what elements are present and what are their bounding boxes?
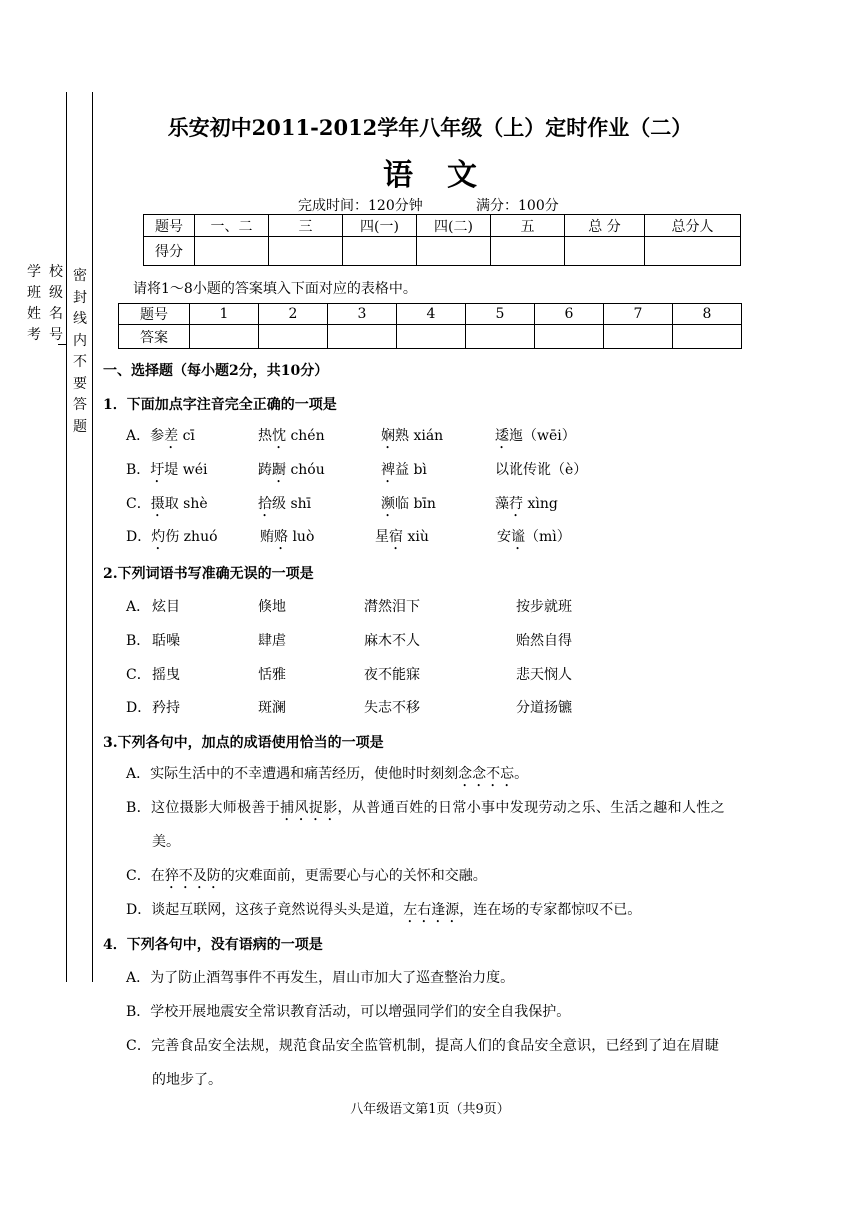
option-word: 摄取 shè xyxy=(150,496,208,512)
score-cell[interactable] xyxy=(269,237,343,266)
q4-option-c-cont: 的地步了。 xyxy=(152,1072,222,1088)
binding-line-right xyxy=(92,92,93,982)
q3-option-c: C．在猝不及防的灾难面前，更需要心与心的关怀和交融。 xyxy=(126,868,487,884)
q1-option xyxy=(126,425,195,452)
binding-col1 xyxy=(24,262,44,346)
page-footer: 八年级语文第1页（共9页） xyxy=(350,1102,510,1117)
binding-underline xyxy=(58,344,66,345)
answer-header: 3 xyxy=(328,304,397,325)
q3-option-a: A．实际生活中的不幸遭遇和痛苦经历，使他时时刻刻念念不忘。 xyxy=(126,766,529,782)
q2-option-label: C． xyxy=(126,667,151,683)
binding-line-left xyxy=(66,92,67,982)
q2-word: 失志不移 xyxy=(364,700,420,716)
q1-option-word: 逶迤（wēi） xyxy=(495,428,576,444)
question-1-stem: 1．下面加点字注音完全正确的一项是 xyxy=(103,397,337,413)
binding-char: 号 xyxy=(49,327,63,343)
answer-header: 6 xyxy=(535,304,604,325)
section-heading: 一、选择题（每小题2分，共10分） xyxy=(103,363,329,379)
answer-header: 2 xyxy=(259,304,328,325)
q2-word: 恬雅 xyxy=(258,667,286,683)
q2-word: 潸然泪下 xyxy=(364,599,420,615)
score-table xyxy=(143,214,741,266)
option-label: B． xyxy=(126,462,151,478)
q1-option-word: 娴熟 xián xyxy=(381,428,444,444)
q4-option-b: B．学校开展地震安全常识教育活动，可以增强同学们的安全自我保护。 xyxy=(126,1004,571,1020)
seal-char: 内 xyxy=(73,332,87,349)
q2-word: 夜不能寐 xyxy=(364,667,420,683)
answer-header: 7 xyxy=(604,304,673,325)
answer-cell[interactable] xyxy=(397,325,466,349)
binding-char: 班 xyxy=(27,285,41,301)
q3-option-b: B．这位摄影大师极善于捕风捉影，从普通百姓的日常小事中发现劳动之乐、生活之趣和人性之 xyxy=(126,800,725,816)
answer-header: 8 xyxy=(673,304,742,325)
score-header: 总分人 xyxy=(645,215,741,237)
score-cell[interactable] xyxy=(565,237,645,266)
option-word: 灼伤 zhuó xyxy=(151,529,218,545)
q1-option xyxy=(126,459,208,486)
q2-word: 聒噪 xyxy=(152,633,180,649)
score-cell[interactable] xyxy=(491,237,565,266)
q1-option-word: 踌蹰 chóu xyxy=(258,462,325,478)
option-label: A． xyxy=(126,428,151,444)
score-header: 三 xyxy=(269,215,343,237)
answer-cell[interactable] xyxy=(535,325,604,349)
option-label: D． xyxy=(126,529,152,545)
binding-char: 姓 xyxy=(27,306,41,322)
q1-option xyxy=(126,526,218,553)
q2-word: 倏地 xyxy=(258,599,286,615)
seal-char: 题 xyxy=(73,418,87,435)
q2-word: 炫目 xyxy=(152,599,180,615)
answer-row-label: 答案 xyxy=(119,325,190,349)
q1-option-word: 星宿 xiù xyxy=(375,529,429,545)
q2-option-label: A． xyxy=(126,599,151,615)
answer-cell[interactable] xyxy=(673,325,742,349)
answer-cell[interactable] xyxy=(259,325,328,349)
option-word: 参差 cī xyxy=(150,428,195,444)
q1-option-word: 拾级 shī xyxy=(258,496,312,512)
score-header: 题号 xyxy=(144,215,195,237)
q2-word: 贻然自得 xyxy=(516,633,572,649)
binding-char: 名 xyxy=(49,306,63,322)
answer-instruction: 请将1～8小题的答案填入下面对应的表格中。 xyxy=(133,281,417,297)
q2-option-label: B． xyxy=(126,633,151,649)
score-header: 四(二) xyxy=(417,215,491,237)
q1-option-word: 安谧（mì） xyxy=(497,529,571,545)
score-cell[interactable] xyxy=(195,237,269,266)
q2-option-label: D． xyxy=(126,700,152,716)
q3-option-d: D．谈起互联网，这孩子竟然说得头头是道，左右逢源，连在场的专家都惊叹不已。 xyxy=(126,902,642,918)
score-header: 五 xyxy=(491,215,565,237)
seal-char: 密 xyxy=(73,268,87,284)
question-3-stem: 3.下列各句中，加点的成语使用恰当的一项是 xyxy=(103,735,384,751)
question-2-stem: 2.下列词语书写准确无误的一项是 xyxy=(103,566,314,582)
q2-word: 悲天悯人 xyxy=(516,667,572,683)
q2-word: 按步就班 xyxy=(516,599,572,615)
question-4-stem: 4．下列各句中，没有语病的一项是 xyxy=(103,937,323,953)
option-word: 圩堤 wéi xyxy=(150,462,208,478)
q2-word: 肆虐 xyxy=(258,633,286,649)
q1-option-word: 裨益 bì xyxy=(381,462,427,478)
subject-title: 语文 xyxy=(383,158,511,193)
exam-title: 乐安初中2011-2012学年八年级（上）定时作业（二） xyxy=(167,115,693,140)
q1-option-word: 濒临 bīn xyxy=(381,496,436,512)
q2-word: 斑澜 xyxy=(258,700,286,716)
score-cell[interactable] xyxy=(645,237,741,266)
answer-cell[interactable] xyxy=(328,325,397,349)
full-score: 满分：100分 xyxy=(476,198,559,214)
seal-char: 要 xyxy=(73,375,87,392)
q1-option-word: 贿赂 luò xyxy=(260,529,315,545)
q1-option-word: 热忱 chén xyxy=(258,428,325,444)
q4-option-a: A．为了防止酒驾事件不再发生，眉山市加大了巡查整治力度。 xyxy=(126,970,515,986)
q1-option xyxy=(126,493,208,520)
answer-header: 题号 xyxy=(119,304,190,325)
seal-char: 不 xyxy=(73,354,87,370)
score-header: 一、二 xyxy=(195,215,269,237)
seal-char: 封 xyxy=(73,289,87,306)
binding-char: 考 xyxy=(27,327,41,343)
q3-option-b-cont: 美。 xyxy=(152,834,180,850)
answer-cell[interactable] xyxy=(604,325,673,349)
seal-char: 答 xyxy=(73,397,87,413)
q2-word: 麻木不人 xyxy=(364,633,420,649)
exam-time: 完成时间：120分钟 xyxy=(298,198,423,214)
q2-word: 摇曳 xyxy=(152,667,180,683)
binding-col2 xyxy=(46,262,66,346)
score-cell[interactable] xyxy=(343,237,417,266)
q2-word: 分道扬镳 xyxy=(516,700,572,716)
answer-header: 1 xyxy=(190,304,259,325)
score-row-label: 得分 xyxy=(144,237,195,266)
q4-option-c: C．完善食品安全法规，规范食品安全监管机制，提高人们的食品安全意识，已经到了迫在眉睫 xyxy=(126,1038,720,1054)
seal-char: 线 xyxy=(73,311,87,327)
binding-char: 级 xyxy=(49,285,63,301)
score-cell[interactable] xyxy=(417,237,491,266)
q1-option-word: 以讹传讹（è） xyxy=(495,462,588,478)
answer-table xyxy=(118,303,742,349)
score-header: 四(一) xyxy=(343,215,417,237)
q1-option-word: 藻荇 xìng xyxy=(495,496,558,512)
answer-cell[interactable] xyxy=(466,325,535,349)
answer-cell[interactable] xyxy=(190,325,259,349)
score-header: 总 分 xyxy=(565,215,645,237)
q2-word: 矜持 xyxy=(152,700,180,716)
answer-header: 5 xyxy=(466,304,535,325)
binding-char: 学 xyxy=(27,264,41,280)
binding-char: 校 xyxy=(49,264,63,280)
seal-text xyxy=(70,266,90,438)
answer-header: 4 xyxy=(397,304,466,325)
option-label: C． xyxy=(126,496,151,512)
